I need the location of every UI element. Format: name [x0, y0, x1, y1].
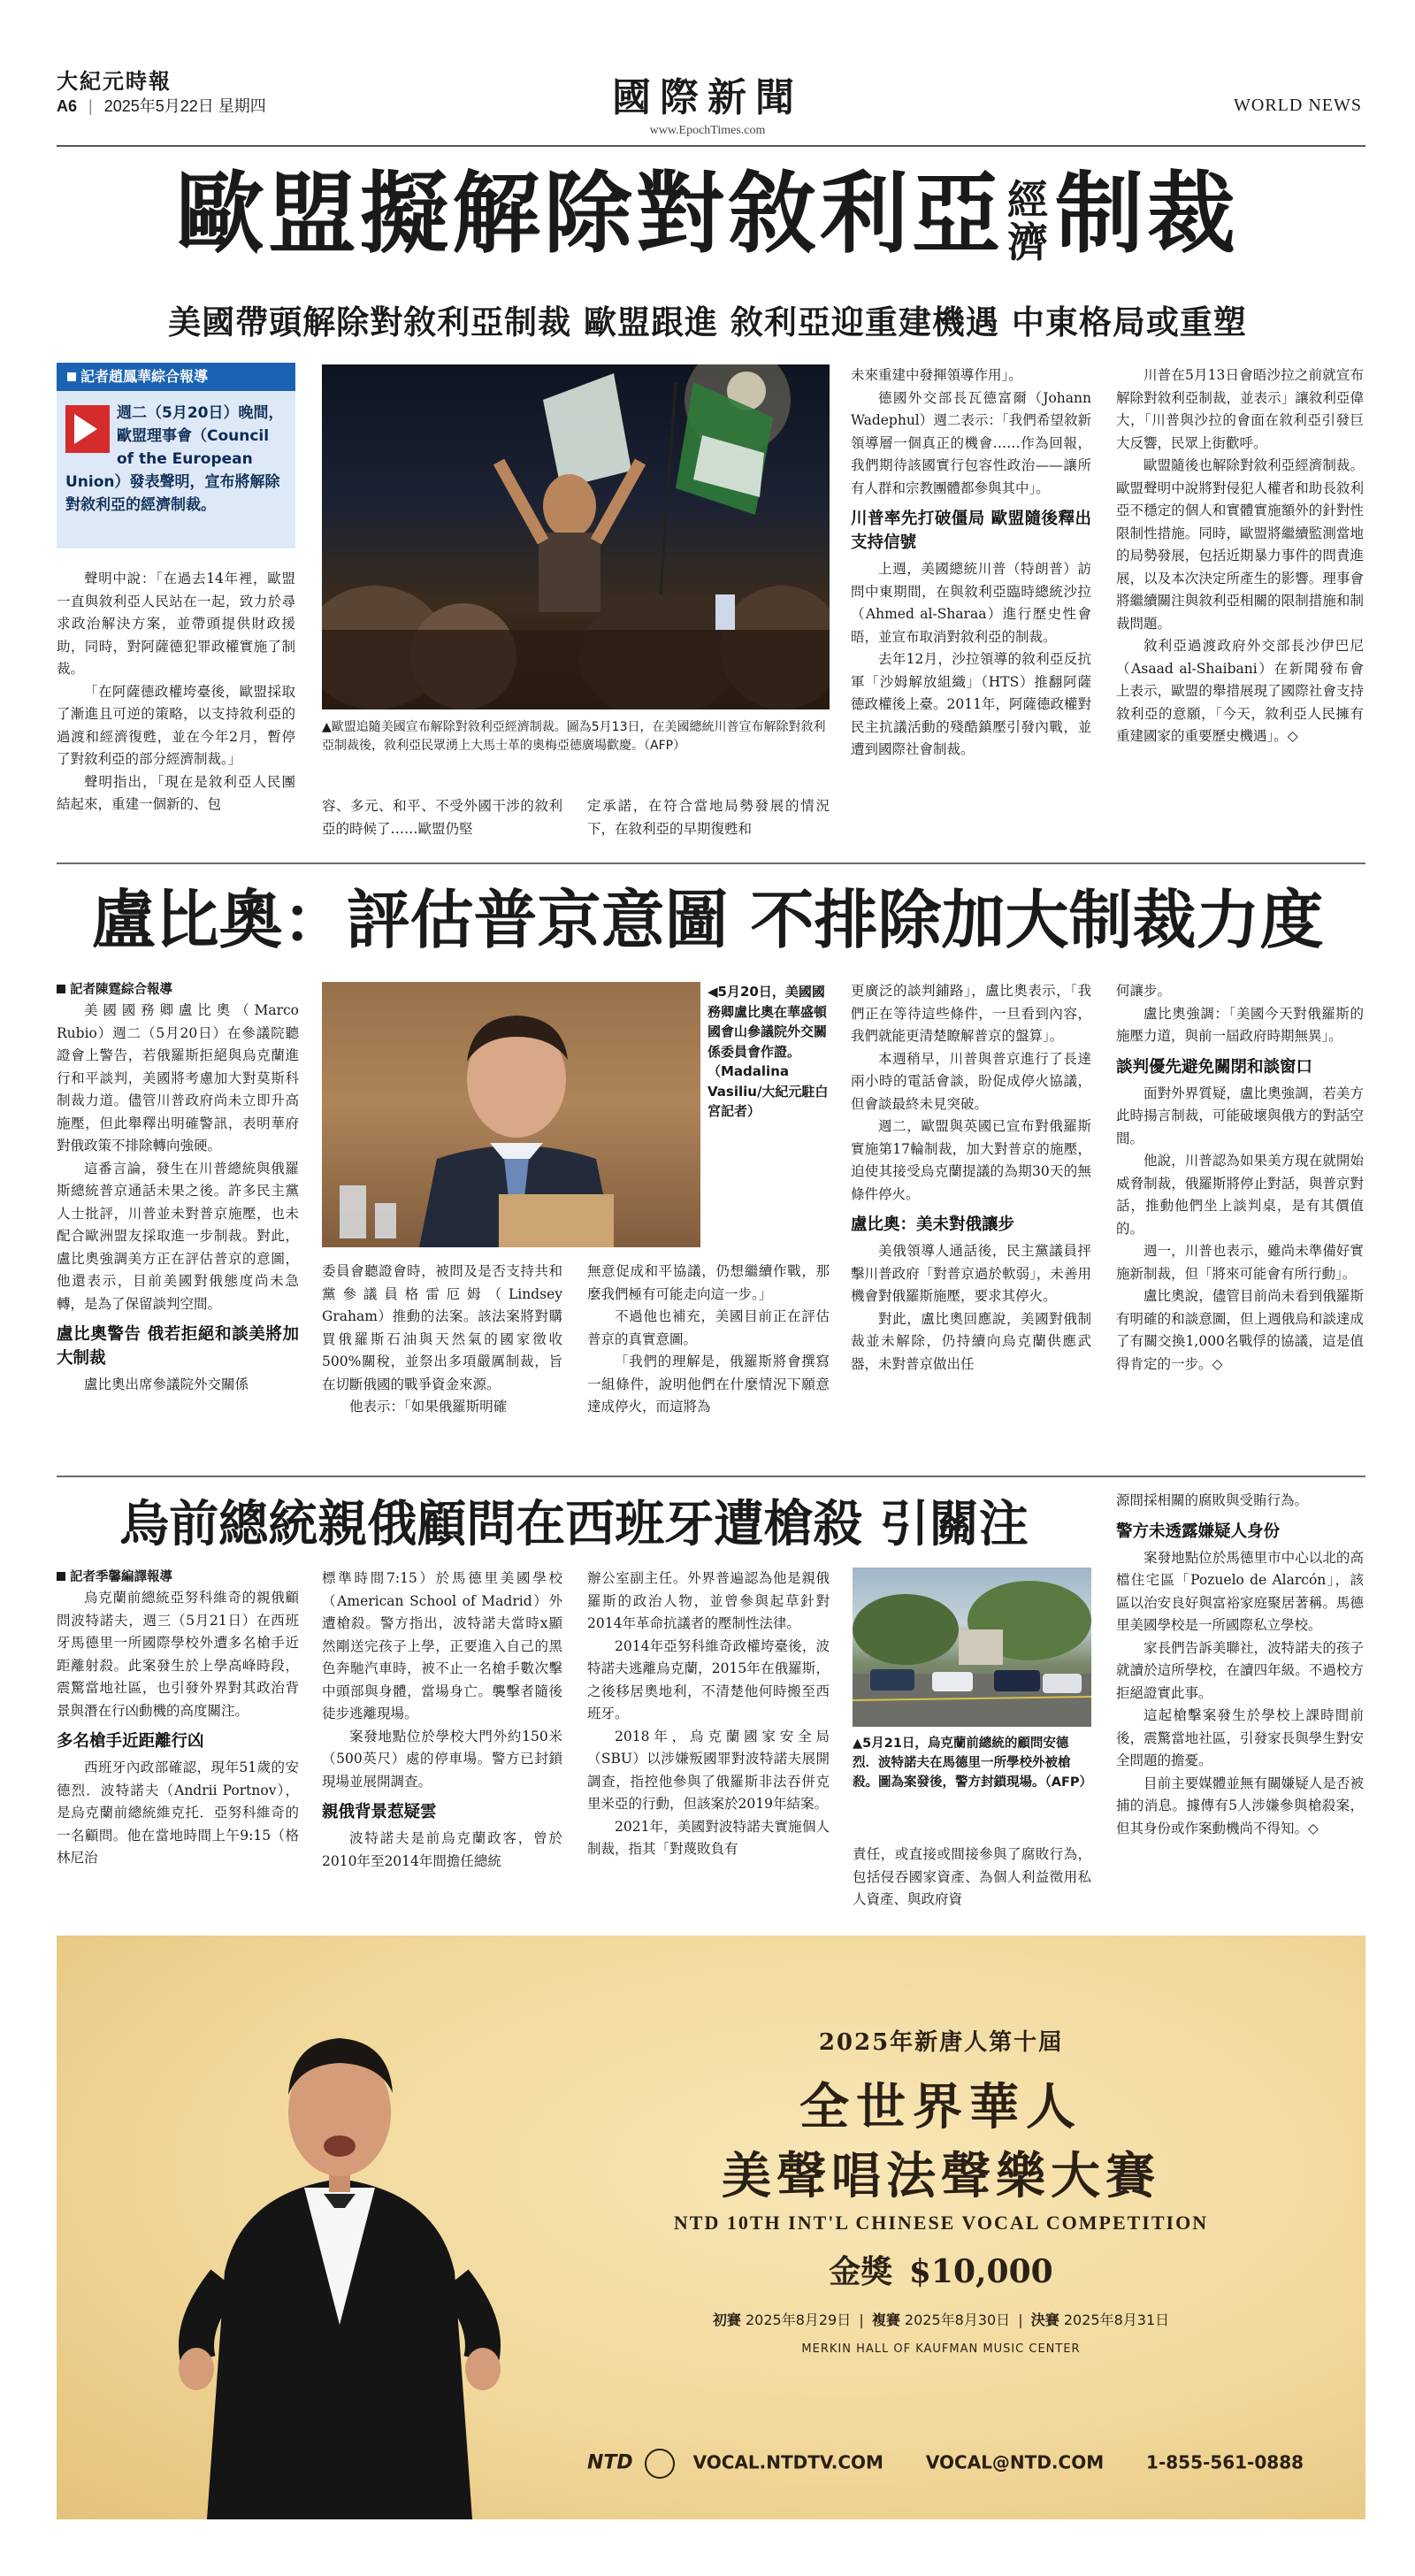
story3-subhead-2: 親俄背景惹疑雲 [322, 1803, 437, 1821]
paragraph: 容、多元、和平、不受外國干涉的敘利亞的時候了……歐盟仍堅 [322, 798, 562, 837]
paragraph: 2014年亞努科維奇政權垮臺後，波特諾夫逃離烏克蘭，2015年在俄羅斯，之後移居奧地利，不清楚他何時搬至西班牙。 [587, 1637, 830, 1721]
paragraph: 盧比奧強調：「美國今天對俄羅斯的施壓力道，與前一屆政府時期無異」。 [1116, 1005, 1364, 1044]
ad-schedule [552, 2309, 1330, 2329]
paragraph: 這起槍擊案發生於學校上課時間前後，震驚當地社區，引發家長與學生對安全問題的擔憂。 [1116, 1707, 1364, 1768]
paragraph: 歐盟隨後也解除對敘利亞經濟制裁。歐盟聲明中說將對侵犯人權者和助長敘利亞不穩定的個人和實體實施額外的針對性限制性措施。同時，歐盟將繼續監測當地的局勢發展，包括近期暴力事件的問責進展，以及本次決定所產生的影響。理事會將繼續關注與敘利亞相關的限制措施和制裁問題。 [1116, 457, 1364, 632]
paragraph: 對此，盧比奧回應說，美國對俄制裁並未解除，仍持續向烏克蘭供應武器，未對普京做出任 [851, 1310, 1091, 1372]
rule-story1 [57, 862, 1365, 864]
paragraph: 無意促成和平協議，仍想繼續作戰，那麼我們極有可能走向這一步。」 [587, 1263, 830, 1302]
paragraph: 2021年，美國對波特諾夫實施個人制裁，指其「對蔑敗負有 [587, 1818, 830, 1857]
singer-photo [172, 1989, 508, 2519]
schedule-date: 2025年8月30日 [904, 2312, 1011, 2328]
separator: | [859, 2312, 864, 2328]
separator: | [88, 97, 93, 115]
story2-col3 [587, 1261, 830, 1457]
schedule-label: 複賽 [871, 2312, 900, 2328]
story3-subhead-3: 警方未透露嫌疑人身份 [1116, 1522, 1281, 1541]
schedule-date: 2025年8月31日 [1063, 2312, 1170, 2328]
paragraph: 去年12月，沙拉領導的敘利亞反抗軍「沙姆解放組織」（HTS）推翻阿薩德政權後上臺。2011年，阿薩德政權對民主抗議活動的殘酷鎮壓引發內戰，並遭到國際社會制裁。 [851, 651, 1091, 757]
ad-email[interactable]: VOCAL@NTD.COM [925, 2451, 1105, 2473]
paragraph: 目前主要媒體並無有關嫌疑人是否被捕的消息。據傳有5人涉嫌參與槍殺案，但其身份或作案動機尚不得知。◇ [1116, 1775, 1364, 1836]
paragraph: 不過他也補充，美國目前正在評估普京的真實意圖。 [587, 1308, 830, 1347]
paragraph: 案發地點位於馬德里市中心以北的高檔住宅區「Pozuelo de Alarcón」，該區以治安良好與富裕家庭聚居著稱。馬德里美國學校是一所國際私立學校。 [1116, 1549, 1364, 1633]
ad-contact-row [587, 2449, 1312, 2479]
rule-story2 [57, 1476, 1365, 1477]
emblem-icon [645, 2449, 675, 2479]
paragraph: 週二，歐盟與英國已宣布對俄羅斯實施第17輪制裁，加大對普京的施壓，迫使其接受烏克蘭提議的為期30天的無條件停火。 [851, 1118, 1091, 1202]
page-date: 2025年5月22日 星期四 [103, 97, 266, 115]
story3-byline: 記者季馨編譯報導 [70, 1570, 172, 1584]
paragraph: 敘利亞過渡政府外交部長沙伊巴尼（Asaad al-Shaibani）在新聞發布會上表示，歐盟的舉措展現了國際社會支持敘利亞的意願，「今天，敘利亞人民擁有重建國家的重要歷史機遇」。◇ [1116, 638, 1364, 744]
ad-prize-label: 金獎 [829, 2253, 893, 2290]
story2-photo-rubio [322, 982, 700, 1247]
paragraph: 面對外界質疑，盧比奧強調，若美方此時揚言制裁，可能破壞與俄方的對話空間。 [1116, 1085, 1364, 1146]
headline-end: 制裁 [1055, 161, 1239, 265]
headline-small-1: 經 [1007, 176, 1052, 225]
paragraph: 波特諾夫是前烏克蘭政客，曾於2010年至2014年間擔任總統 [322, 1830, 562, 1869]
paragraph: 2018年，烏克蘭國家安全局（SBU）以涉嫌叛國罪對波特諾夫展開調查，指控他參與了俄羅斯非法吞併克里米亞的行動，但該案於2019年結案。 [587, 1728, 830, 1812]
paragraph: 盧比奧出席參議院外交關係 [84, 1376, 249, 1392]
byline-square [57, 985, 65, 993]
masthead-logo: 大紀元時報 [57, 68, 172, 94]
headline-small-stack [1007, 176, 1052, 267]
ad-venue: MERKIN HALL OF KAUFMAN MUSIC CENTER [801, 2342, 1081, 2356]
story3-byline-row [57, 1568, 299, 1587]
story1-subhead: 美國帶頭解除對敘利亞制裁 歐盟跟進 敘利亞迎重建機遇 中東格局或重塑 [168, 303, 1247, 341]
story3-headline: 烏前總統親俄顧問在西班牙遭槍殺 引關注 [119, 1496, 1029, 1553]
section-en: WORLD NEWS [1234, 96, 1362, 115]
paragraph: 這番言論，發生在川普總統與俄羅斯總統普京通話未果之後。許多民主黨人士批評，川普並未對普京施壓，也未配合歐洲盟友採取進一步制裁。對此，盧比奧強調美方正在評估普京的意圖，他還表示，目前美國對俄態度尚未急轉，是為了保留談判空間。 [57, 1160, 299, 1312]
story3-col3 [587, 1568, 830, 1917]
paragraph: 盧比奧說，儘管目前尚未看到俄羅斯有明確的和談意圖，但上週俄烏和談達成了有關交換1,000名戰俘的協議，這是值得肯定的一步。◇ [1116, 1288, 1364, 1372]
paragraph: 德國外交部長瓦德富爾（Johann Wadephul）週二表示：「我們希望敘新領導層一個真正的機會……作為回報，我們期待該國實行包容性政治——讓所有人群和宗教團體都參與其中」。 [851, 389, 1091, 496]
story1-byline: 記者趙鳳華綜合報導 [80, 368, 209, 385]
story1-headline [0, 156, 1415, 271]
ad-prize-amount: $10,000 [908, 2253, 1053, 2290]
header-rule [57, 145, 1365, 147]
byline-square [67, 372, 76, 381]
paragraph: 他表示：「如果俄羅斯明確 [349, 1399, 508, 1414]
paragraph: 「在阿薩德政權垮臺後，歐盟採取了漸進且可逆的策略，以支持敘利亞的過渡和經濟復甦，並在今年2月，暫停了對敘利亞的部分經濟制裁。」 [57, 683, 295, 767]
paragraph: 何讓步。 [1116, 983, 1172, 999]
story1-lead-box [57, 391, 295, 548]
section-title: 國際新聞 [612, 75, 803, 120]
paragraph: 本週稍早，川普與普京進行了長達兩小時的電話會談，盼促成停火協議，但會談最終未見突破。 [851, 1050, 1091, 1112]
red-arrow-icon [65, 405, 110, 453]
story2-photo-caption: ◀5月20日，美國國務卿盧比奧在華盛頓國會山參議院外交關係委員會作證。（Madalina Vasiliu/大紀元駐白宮記者） [708, 984, 829, 1119]
story2-headline: 盧比奧：評估普京意圖 不排除加大制裁力度 [91, 883, 1324, 957]
story2-byline-row [57, 980, 299, 1000]
story3-col5 [1116, 1490, 1364, 1917]
paragraph: 聲明指出，「現在是敘利亞人民團結起來，重建一個新的、包 [57, 773, 295, 812]
paragraph: 週一，川普也表示，雖尚未準備好實施新制裁，但「將來可能會有所行動」。 [1116, 1243, 1364, 1282]
paragraph: 烏克蘭前總統亞努科維奇的親俄顧問波特諾夫，週三（5月21日）在西班牙馬德里一所國際學校外遭多名槍手近距離射殺。此案發生於上學高峰時段，震驚當地社區，也引發外界對其政治背景與潛在行凶動機的高度關注。 [57, 1590, 299, 1719]
ad-prize [552, 2247, 1330, 2292]
story1-col2-cont [322, 795, 562, 843]
paragraph: 美國國務卿盧比奧（Marco Rubio）週二（5月20日）在參議院聽證會上警告，若俄羅斯拒絕與烏克蘭進行和平談判，美國將考慮加大對莫斯科制裁力道。儘管川普政府尚未立即升高施壓，但此舉釋出明確警訊，表明華府對俄政策不排除轉向強硬。 [57, 1002, 299, 1154]
paragraph: 家長們告訴美聯社，波特諾夫的孩子就讀於這所學校，在讀四年級。不過校方拒絕證實此事。 [1116, 1639, 1364, 1701]
separator: | [1018, 2312, 1023, 2328]
ad-edition: 2025年新唐人第十屆 [818, 2029, 1064, 2056]
story1-photo-caption: ▲歐盟追隨美國宣布解除對敘利亞經濟制裁。圖為5月13日，在美國總統川普宣布解除對敘利亞制裁後，敘利亞民眾湧上大馬士革的奧梅亞德廣場歡慶。（AFP） [322, 720, 826, 753]
story3-subhead-1: 多名槍手近距離行凶 [57, 1732, 204, 1751]
story2-col1 [57, 980, 299, 1458]
story2-col2 [322, 1261, 562, 1457]
story1-subhead-1: 川普率先打破僵局 歐盟隨後釋出支持信號 [851, 510, 1091, 552]
paragraph: 標準時間7:15）於馬德里美國學校（American School of Madrid）外遭槍殺。警方指出，波特諾夫當時x顯然剛送完孩子上學，正要進入自己的黑色奔馳汽車時，被不止一名槍手數次擊中頭部與身體，當場身亡。襲擊者隨後徒步逃離現場。 [322, 1570, 562, 1721]
story1-col5 [1116, 364, 1364, 842]
story1-col3-cont [587, 795, 830, 843]
paragraph: 川普在5月13日會晤沙拉之前就宣布解除對敘利亞制裁，並表示」讓敘利亞偉大，「川普與沙拉的會面在敘利亞引發巨大反響，民眾上街歡呼。 [1116, 367, 1364, 451]
paragraph: 「我們的理解是，俄羅斯將會撰寫一組條件，說明他們在什麼情況下願意達成停火，而這將為 [587, 1353, 830, 1414]
story2-byline: 記者陳霆綜合報導 [70, 983, 172, 997]
paragraph: 西班牙內政部確認，現年51歲的安德烈．波特諾夫（Andrii Portnov），是烏克蘭前總統維克托．亞努科維奇的一名顧問。他在當地時間上午9:15（格林尼治 [57, 1760, 299, 1866]
story3-photo-crime-scene [853, 1568, 1091, 1727]
paragraph: 源間採相關的腐敗與受賄行為。 [1116, 1492, 1309, 1508]
story1-photo-syria-celebration [322, 364, 830, 709]
paragraph: 辦公室副主任。外界普遍認為他是親俄羅斯的政治人物，並曾參與起草針對2014年革命抗議者的壓制性法律。 [587, 1570, 830, 1631]
ad-phone[interactable]: 1-855-561-0888 [1146, 2451, 1304, 2473]
story2-col4 [851, 980, 1091, 1458]
paragraph: 上週，美國總統川普（特朗普）訪問中東期間，在與敘利亞臨時總統沙拉（Ahmed al-Sharaa）進行歷史性會晤，並宣布取消對敘利亞的制裁。 [851, 561, 1091, 645]
story1-col4 [851, 364, 1091, 842]
paragraph: 定承諾，在符合當地局勢發展的情況下，在敘利亞的早期復甦和 [587, 798, 830, 837]
story3-col4-cont [853, 1844, 1091, 1916]
story2-subhead-3: 談判優先避免關閉和談窗口 [1116, 1057, 1313, 1077]
paragraph: 責任，或直接或間接參與了腐敗行為，包括侵吞國家資產、為個人利益徵用私人資產、與政府資 [853, 1846, 1091, 1907]
paragraph: 更廣泛的談判鋪路」，盧比奧表示，「我們正在等待這些條件，一旦看到內容，我們就能更清楚瞭解普京的盤算」。 [851, 983, 1091, 1044]
byline-square [57, 1572, 65, 1581]
lead-dropcap: 週 [117, 404, 132, 422]
ntd-logo: NTD [587, 2451, 633, 2474]
ad-website[interactable]: VOCAL.NTDTV.COM [692, 2451, 883, 2473]
site-url: www.EpochTimes.com [649, 124, 766, 137]
ad-title-en: NTD 10TH INT'L CHINESE VOCAL COMPETITION [673, 2212, 1209, 2234]
paragraph: 未來重建中發揮領導作用」。 [851, 367, 1022, 383]
ad-banner[interactable] [57, 1936, 1365, 2519]
ad-title-1: 全世界華人 [799, 2078, 1082, 2136]
story1-lead: 二（5月20日）晚間，歐盟理事會（Council of the European Union）發表聲明，宣布將解除對敘利亞的經濟制裁。 [65, 404, 284, 514]
story1-byline-bar [57, 363, 295, 391]
story3-col1 [57, 1568, 299, 1917]
crime-scene [853, 1568, 1091, 1727]
paragraph: 案發地點位於學校大門外約150米（500英尺）處的停車場。警方已封鎖現場並展開調查。 [322, 1728, 562, 1790]
paragraph: 他說，川普認為如果美方現在就開始威脅制裁，俄羅斯將停止對話，與普京對話，推動他們坐上談判桌，是有其價值的。 [1116, 1153, 1364, 1237]
headline-small-2: 濟 [1007, 218, 1052, 267]
story1-col1 [57, 568, 295, 842]
rubio-scene [322, 982, 700, 1247]
story2-subhead-2: 盧比奧：美未對俄讓步 [851, 1215, 1015, 1234]
story3-col2 [322, 1568, 562, 1917]
page-number: A6 [57, 97, 78, 115]
story2-col5 [1116, 980, 1364, 1458]
headline-main: 歐盟擬解除對敘利亞 [176, 161, 1004, 265]
celebration-scene [322, 364, 830, 709]
paragraph: 委員會聽證會時，被問及是否支持共和黨參議員格雷厄姆（Lindsey Graham）推動的法案。該法案將對購買俄羅斯石油與天然氣的國家徵收500%關稅，並祭出多項嚴厲制裁，旨在切斷俄國的戰爭資金來源。 [322, 1263, 562, 1392]
ad-title-2: 美聲唱法聲樂大賽 [722, 2147, 1160, 2205]
paragraph: 美俄領導人通話後，民主黨議員抨擊川普政府「對普京過於軟弱」，未善用機會對俄羅斯施壓，要求其停火。 [851, 1243, 1091, 1304]
schedule-label: 決賽 [1030, 2312, 1059, 2328]
schedule-label: 初賽 [712, 2312, 741, 2328]
paragraph: 聲明中說：「在過去14年裡，歐盟一直與敘利亞人民站在一起，致力於尋求政治解決方案，並帶頭提供財政援助，同時，對阿薩德犯罪政權實施了制裁。 [57, 571, 295, 677]
story2-subhead-1: 盧比奧警告 俄若拒絕和談美將加大制裁 [57, 1325, 299, 1368]
schedule-date: 2025年8月29日 [745, 2312, 852, 2328]
story3-photo-caption: ▲5月21日，烏克蘭前總統的顧問安德烈．波特諾夫在馬德里一所學校外被槍殺。圖為案發後，警方封鎖現場。（AFP） [853, 1736, 1093, 1790]
